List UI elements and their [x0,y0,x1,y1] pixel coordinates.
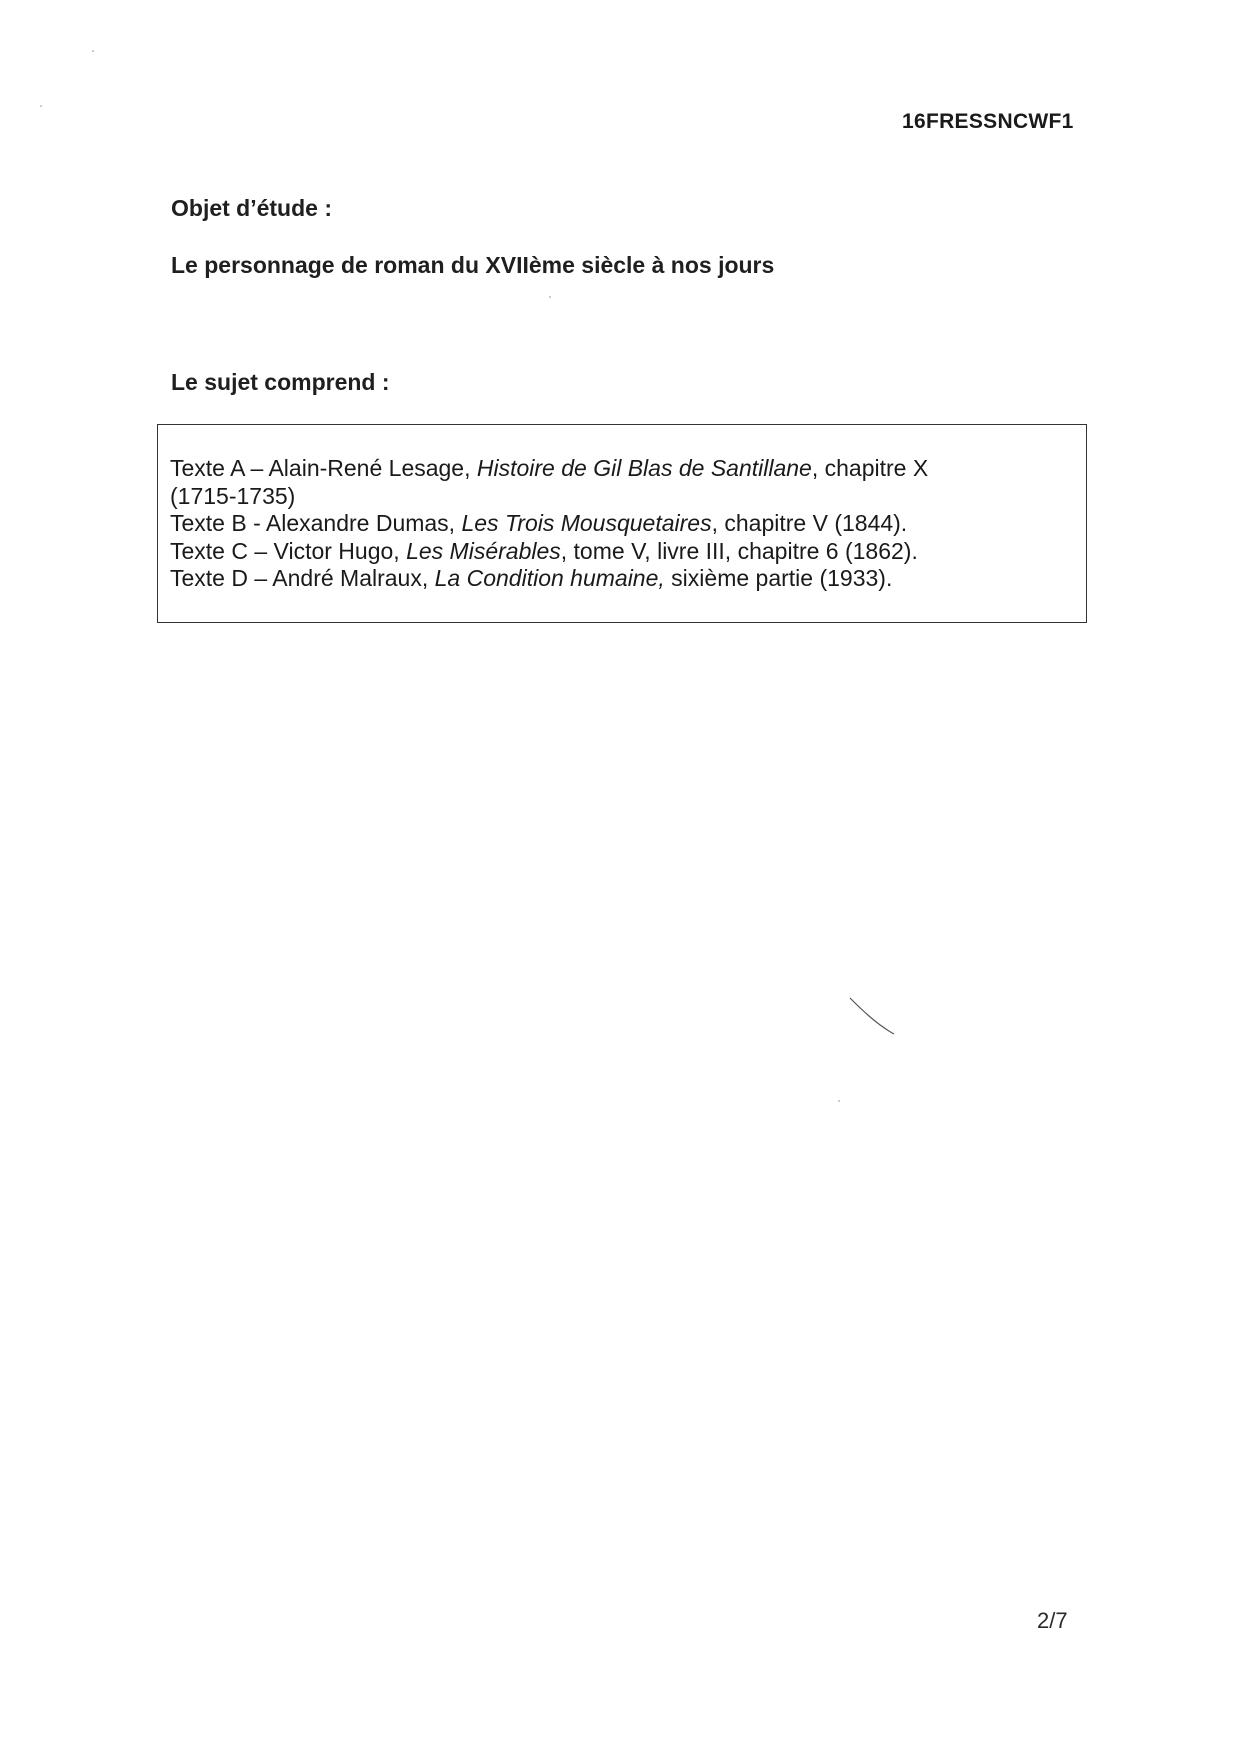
text-item-b [170,510,1072,538]
scan-speck [549,296,551,298]
sujet-comprend-label: Le sujet comprend : [171,369,390,395]
text-b-suffix: , chapitre V (1844). [711,510,908,536]
text-item-a-continuation: (1715-1735) [170,482,296,509]
text-c-title: Les Misérables [406,537,561,564]
document-code: 16FRESSNCWF1 [902,110,1074,133]
text-c-suffix: , tome V, livre III, chapitre 6 (1862). [560,537,918,564]
text-d-prefix: Texte D – André Malraux, [170,565,435,591]
scan-speck [92,50,94,52]
objet-etude-label: Objet d’étude : [171,195,332,221]
text-item-d [170,565,1072,593]
page-number: 2/7 [1037,1608,1068,1633]
text-d-title: La Condition humaine, [434,565,665,591]
scan-speck [838,1100,840,1102]
text-a-suffix: , chapitre X [811,455,929,481]
text-b-title: Les Trois Mousquetaires [461,510,712,536]
text-a-prefix: Texte A – Alain-René Lesage, [170,455,477,481]
text-item-a [170,455,1072,483]
objet-etude-value: Le personnage de roman du XVIIème siècle à nos jours [171,252,775,278]
scan-stray-mark [848,996,898,1036]
texts-list-box [157,424,1087,623]
text-item-c [170,538,1072,566]
text-c-prefix: Texte C – Victor Hugo, [170,537,407,564]
text-b-prefix: Texte B - Alexandre Dumas, [170,510,462,536]
scan-speck [40,105,42,107]
text-d-suffix: sixième partie (1933). [664,565,893,591]
text-a-title: Histoire de Gil Blas de Santillane [476,455,812,481]
